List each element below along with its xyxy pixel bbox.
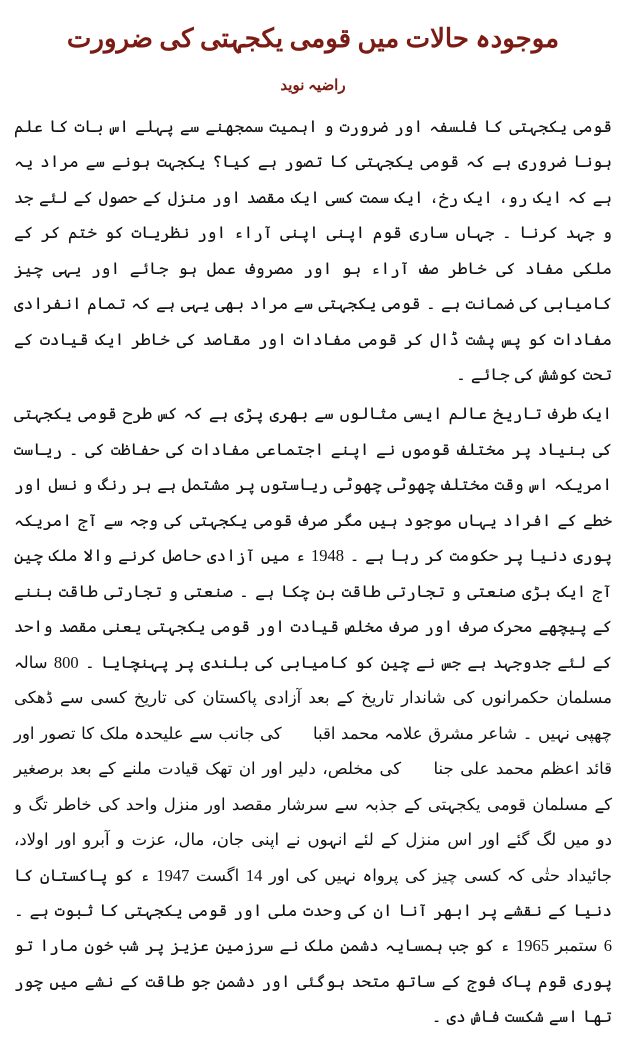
author-byline: راضیہ نوید bbox=[280, 77, 346, 94]
page-title: موجودہ حالات میں قومی یکجہتی کی ضرورت bbox=[66, 24, 560, 53]
article-body bbox=[14, 109, 612, 1035]
paragraph: قومی یکجہتی کا فلسفہ اور ضرورت و اہمیت سمجھنے سے پہلے اس بات کا علم ہونا ضروری ہے کہ قومی یکجہتی کا تصور ہے کیا؟ یکجہت ہونے سے مراد یہ ہے کہ ایک رو، ایک رخ، ایک سمت کسی ایک مقصد اور منزل کے حصول کے لئے جد و جہد کرنا ۔ جہاں ساری قوم اپنی اپنی آراء اور نظریات کو ختم کر کے ملکی مفاد کی خاطر صف آراء ہو اور مصروف عمل ہو جائے اور یہی چیز کامیابی کی ضمانت ہے ۔ قومی یکجہتی سے مراد بھی یہی ہے کہ تمام انفرادی مفادات کو پس پشت ڈال کر قومی مفادات اور مقاصد کی خاطر ایک قیادت کے تحت کوشش کی جائے ۔ bbox=[14, 116, 612, 384]
paragraph: ایک طرف تاریخ عالم ایسی مثالوں سے بھری پڑی ہے کہ کس طرح قومی یکجہتی کی بنیاد پر مختلف قوموں نے اپنے اجتماعی مفادات کی حفاظت کی ۔ ریاست امریکہ اس وقت مختلف چھوٹی چھوٹی ریاستوں پر مشتمل ہے ہر رنگ و نسل اور خطے کے افراد یہاں موجود ہیں مگر صرف قومی یکجہتی کی وجہ سے آج امریکہ پوری دنیا پر حکومت کر رہا ہے ۔ 1948 ء میں آزادی حاصل کرنے والا ملک چین آج ایک بڑی صنعتی و تجارتی طاقت بن چکا ہے ۔ صنعتی و تجارتی طاقت بننے کے پیچھے محرک صرف اور صرف مخلص قیادت اور قومی یکجہتی یعنی مقصد واحد کے لئے جدوجہد ہے جس نے چین کو کامیابی کی بلندی پر پہنچایا ۔ 800 سالہ مسلمان حکمرانوں کی شاندار تاریخ کے بعد آزادی پاکستان کی تاریخ کسی سے ڈھکی چھپی نہیں ۔ شاعر مشرق علامہ محمد اقبالؒ کی جانب سے علیحدہ ملک کا تصور اور قائد اعظم محمد علی جناحؒ کی مخلص، دلیر اور ان تھک قیادت ملنے کے بعد برصغیر کے مسلمان قومی یکجہتی کے جذبہ سے سرشار مقصد اور منزل واحد کی خاطر تگ و دو میں لگ گئے اور اس منزل کے لئے انہوں نے اپنی جان، مال، عزت و آبرو اور اولاد، جائیداد حتٰی کہ کسی چیز کی پرواہ نہیں کی اور 14 اگست 1947 ء کو پاکستان کا دنیا کے نقشے پر ابھر آنا ان کی وحدت ملی اور قومی یکجہتی کا ثبوت ہے ۔ 6 ستمبر 1965 ء کو جب ہمسایہ دشمن ملک نے سرزمین عزیز پر شب خون مارا تو پوری قوم پاک فوج کے ساتھ متحد ہوگئی اور دشمن جو طاقت کے نشے میں چور تھا اسے شکست فاش دی ۔ bbox=[14, 404, 612, 1027]
